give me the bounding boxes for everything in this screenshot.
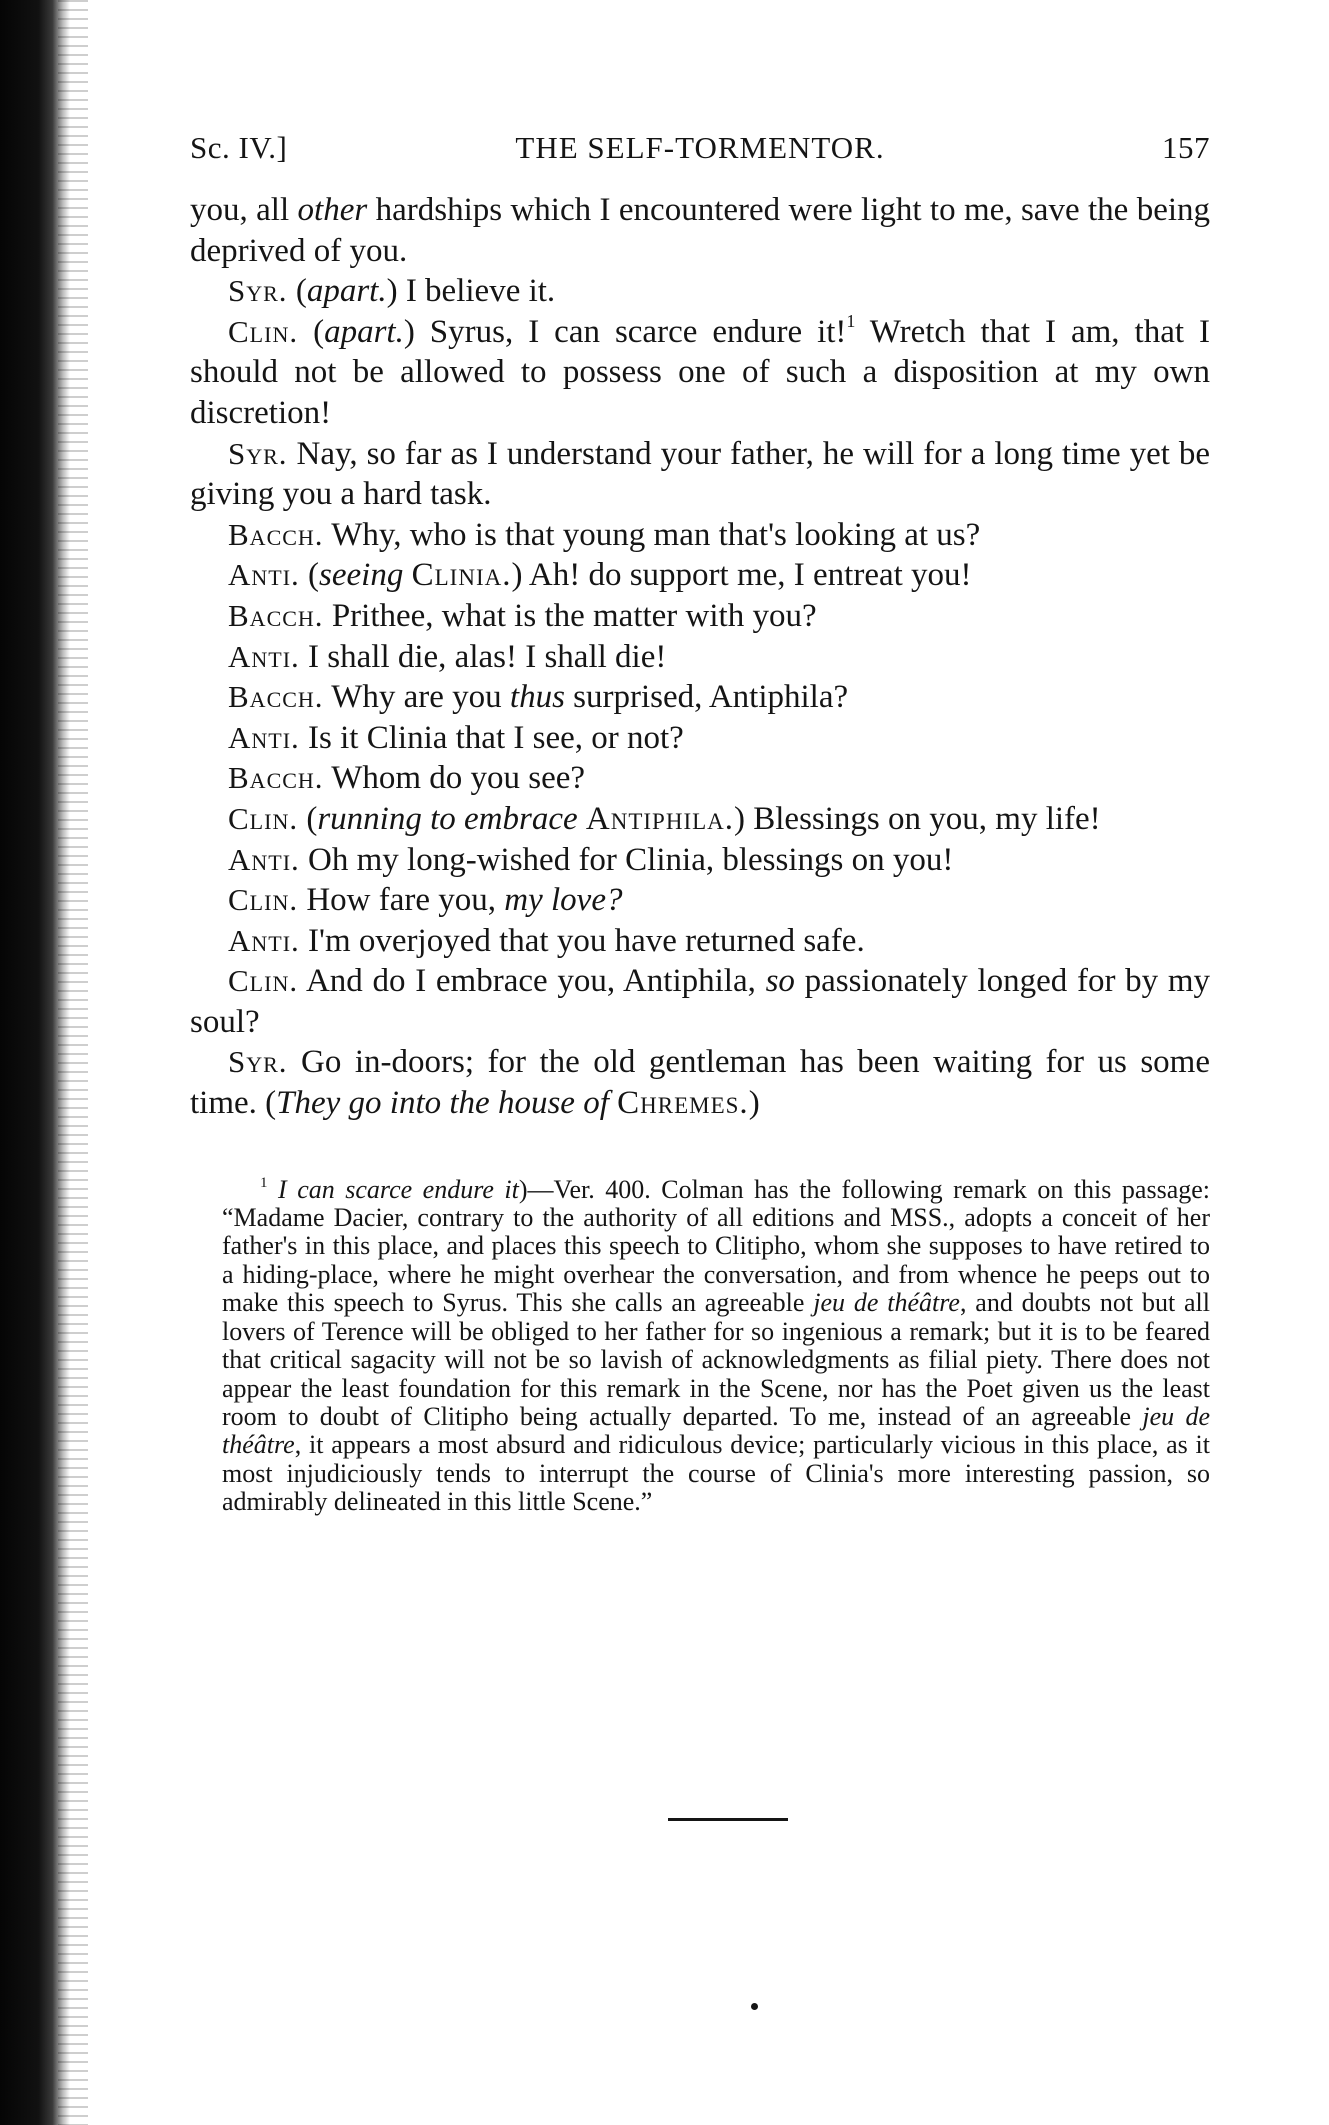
footnote-reference: 1 xyxy=(846,310,856,331)
scene-reference: Sc. IV.] xyxy=(190,130,288,165)
speaker-name: Bacch. xyxy=(228,679,324,715)
printer-mark xyxy=(751,2003,758,2010)
text-run: passionately longed for by my soul? xyxy=(190,963,1211,1040)
speaker-name: Syr. xyxy=(228,1044,288,1080)
speech-paragraph xyxy=(190,718,1210,759)
italic-text: other xyxy=(297,192,368,228)
speech-paragraph xyxy=(190,921,1210,962)
text-run xyxy=(268,1175,279,1204)
italic-text: They go into the house of xyxy=(276,1085,609,1122)
text-run: Prithee, what is the matter with you? xyxy=(323,597,817,634)
text-run: ( xyxy=(299,557,320,594)
italic-text: seeing xyxy=(319,557,404,594)
continued-paragraph xyxy=(190,190,1210,271)
italic-text: running to embrace xyxy=(317,800,578,837)
text-run xyxy=(578,801,586,837)
text-run: And do I embrace you, Antiphila, xyxy=(298,963,766,1000)
text-run: surprised, Antiphila? xyxy=(564,679,849,716)
text-run: Nay, so far as I understand your father, he will for a long time yet be giving you a hard task. xyxy=(190,435,1210,513)
speech-paragraph xyxy=(190,677,1210,718)
text-run: ) I believe it. xyxy=(386,273,556,310)
text-run xyxy=(609,1085,617,1121)
speech-paragraph xyxy=(190,961,1210,1042)
italic-text: so xyxy=(765,963,795,1000)
speaker-name: Bacch. xyxy=(228,516,324,552)
speaker-name: Anti. xyxy=(228,841,300,877)
text-run: hardships which I encountered were light to me, save the being deprived of you. xyxy=(190,192,1211,269)
italic-text: jeu de théâtre xyxy=(222,1401,1210,1460)
speaker-name: Clin. xyxy=(228,963,299,999)
text-run xyxy=(403,557,411,593)
text-run: How fare you, xyxy=(298,882,505,919)
speech-paragraph xyxy=(190,1042,1210,1123)
speaker-name: Clin. xyxy=(228,313,299,349)
text-run: , it appears a most absurd and ridiculous device; particularly vicious in this place, as it most injudiciously tends to interrupt the course of Clinia's more interesting passion, so admirably delineated in this little Scene.” xyxy=(222,1430,1210,1517)
footnote xyxy=(190,1176,1210,1517)
italic-text: apart. xyxy=(306,273,387,310)
speech-paragraph xyxy=(190,515,1210,556)
running-title: THE SELF-TORMENTOR. xyxy=(515,130,885,165)
character-name: Antiphila. xyxy=(585,800,735,837)
italic-text: I can scarce endure it xyxy=(278,1174,519,1204)
speech-paragraph xyxy=(190,271,1210,312)
speech-paragraph xyxy=(190,840,1210,881)
speaker-name: Bacch. xyxy=(228,597,324,633)
page-number: 157 xyxy=(1162,130,1210,165)
text-run: ( xyxy=(287,273,307,310)
dialogue-text xyxy=(190,190,1210,1124)
text-run: Go in-doors; for the old gentleman has been waiting for us some time. ( xyxy=(190,1044,1210,1122)
running-header xyxy=(190,130,1210,176)
speech-paragraph xyxy=(190,758,1210,799)
text-run: ( xyxy=(298,800,318,837)
book-page xyxy=(190,130,1210,1517)
speech-paragraph xyxy=(190,799,1210,840)
italic-text: my love? xyxy=(504,882,623,919)
speaker-name: Syr. xyxy=(228,273,288,309)
text-run: ) Blessings on you, my life! xyxy=(734,800,1101,837)
speaker-name: Bacch. xyxy=(228,760,324,796)
speech-paragraph xyxy=(190,312,1210,434)
speaker-name: Anti. xyxy=(228,922,300,958)
text-run: Is it Clinia that I see, or not? xyxy=(299,719,684,756)
text-run: I'm overjoyed that you have returned safe. xyxy=(299,922,865,959)
character-name: Clinia. xyxy=(411,557,512,594)
character-name: Chremes. xyxy=(617,1085,749,1122)
italic-text: jeu de théâtre xyxy=(813,1288,960,1318)
text-run: Whom do you see? xyxy=(323,760,586,797)
text-run: Oh my long-wished for Clinia, blessings on you! xyxy=(299,841,954,878)
speaker-name: Syr. xyxy=(228,435,288,471)
text-run: )—Ver. 400. Colman has the following remark on this passage: “Madame Dacier, contrary to the authority of all editions and MSS., adopts a conceit of her father's in this place, and places this speech to Clitipho, whom she supposes to have retired to a hiding-place, where he might overhear the conversation, and from whence he peeps out to make this speech to Syrus. This she calls an agreeable xyxy=(222,1174,1210,1318)
text-run: Why, who is that young man that's looking at us? xyxy=(323,516,981,553)
speech-paragraph xyxy=(190,434,1210,515)
text-run: ( xyxy=(298,313,325,350)
end-rule xyxy=(668,1818,788,1821)
speaker-name: Clin. xyxy=(228,800,299,836)
text-run: , and doubts not but all lovers of Terence will be obliged to her father for so ingenious a remark; but it is to be feared that critical sagacity will not be so lavish of acknowledgments as filial piety. There does not appear the least foundation for this remark in the Scene, nor has the Poet given us the least room to doubt of Clitipho being actually departed. To me, instead of an agreeable xyxy=(222,1288,1211,1431)
speaker-name: Anti. xyxy=(228,638,300,674)
text-run: Why are you xyxy=(323,679,510,716)
speech-paragraph xyxy=(190,555,1210,596)
italic-text: thus xyxy=(509,679,565,716)
text-run: ) xyxy=(748,1085,760,1122)
text-run: you, all xyxy=(190,192,298,228)
binding-texture xyxy=(58,0,88,2125)
speech-paragraph xyxy=(190,596,1210,637)
speech-paragraph xyxy=(190,880,1210,921)
text-run: Wretch that I am, that I should not be allowed to possess one of such a disposition at my own discretion! xyxy=(190,313,1210,431)
italic-text: apart. xyxy=(324,313,404,350)
speaker-name: Clin. xyxy=(228,882,299,918)
text-run: ) Ah! do support me, I entreat you! xyxy=(511,557,972,594)
speaker-name: Anti. xyxy=(228,557,300,593)
text-run: ) Syrus, I can scarce endure it! xyxy=(403,313,847,350)
speech-paragraph xyxy=(190,637,1210,678)
text-run: I shall die, alas! I shall die! xyxy=(299,638,667,675)
footnote-marker: 1 xyxy=(260,1174,268,1191)
speaker-name: Anti. xyxy=(228,719,300,755)
